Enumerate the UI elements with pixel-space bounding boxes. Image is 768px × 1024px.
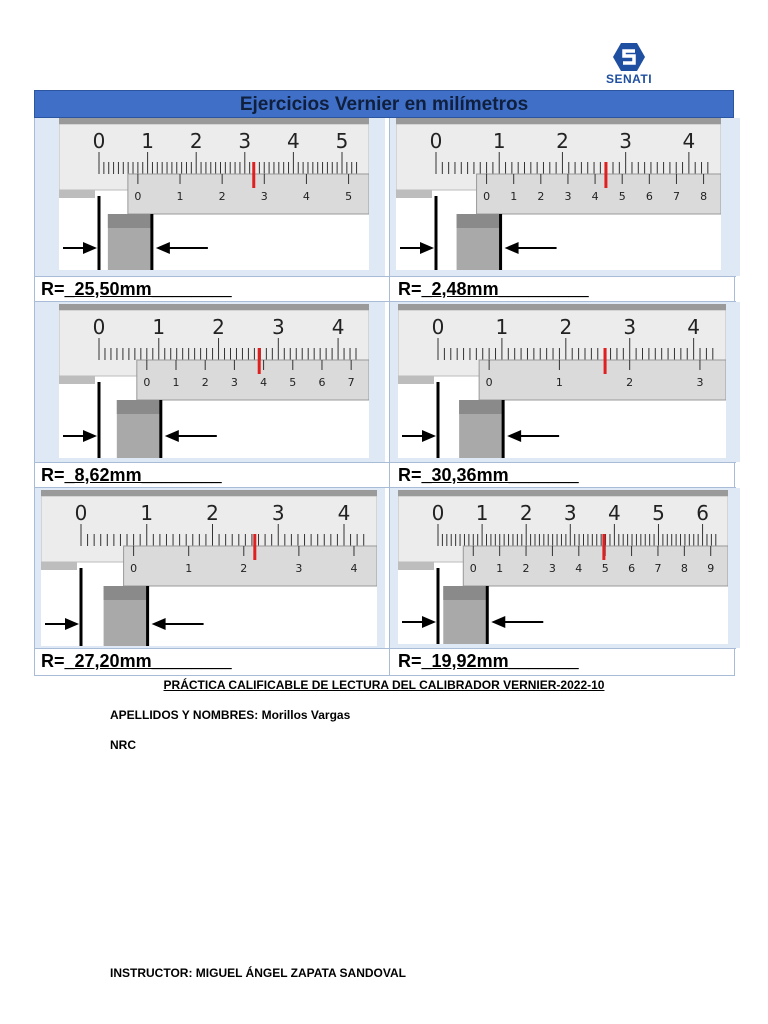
left-arrow-head — [420, 242, 434, 254]
right-arrow-head — [152, 618, 166, 630]
main-scale-label: 4 — [337, 501, 351, 525]
main-scale-label: 0 — [92, 315, 106, 339]
vernier-caliper-image — [41, 490, 377, 646]
vernier-scale-label: 9 — [707, 562, 715, 575]
vernier-caliper-image — [59, 118, 369, 270]
fixed-jaw — [398, 562, 434, 570]
answer-4: R=_30,36mm_______ — [398, 465, 579, 485]
nrc-label: NRC — [110, 738, 136, 752]
left-arrow-head — [422, 616, 436, 628]
vernier-scale-label: 4 — [350, 562, 358, 575]
main-scale-label: 2 — [189, 129, 203, 153]
main-scale-label: 4 — [682, 129, 696, 153]
beam-top-edge — [398, 490, 728, 496]
vernier-scale-label: 4 — [575, 562, 583, 575]
vernier-drawing — [398, 304, 726, 458]
vernier-scale-label: 0 — [130, 562, 138, 575]
vernier-scale-label: 1 — [496, 562, 504, 575]
vernier-scale-label: 7 — [654, 562, 662, 575]
vernier-drawing — [396, 118, 721, 270]
answer-1: R=_25,50mm________ — [41, 279, 232, 299]
left-arrow-head — [422, 430, 436, 442]
beam-top-edge — [396, 118, 721, 124]
vernier-scale-label: 4 — [302, 190, 310, 203]
moving-jaw-shade — [457, 214, 501, 228]
left-arrow-head — [65, 618, 79, 630]
vernier-scale-label: 3 — [564, 190, 572, 203]
exercise-2-cell — [390, 118, 740, 276]
exercise-1-cell — [35, 118, 385, 276]
main-scale-label: 4 — [608, 501, 621, 525]
vernier-scale-label: 1 — [172, 376, 180, 389]
main-scale-label: 3 — [271, 501, 285, 525]
senati-logo — [600, 42, 658, 92]
practice-title: PRÁCTICA CALIFICABLE DE LECTURA DEL CALIBRADOR VERNIER-2022-10 — [163, 678, 605, 692]
main-scale-label: 2 — [519, 501, 533, 525]
answer-row-3 — [35, 648, 736, 674]
answer-row-2 — [35, 462, 736, 488]
vernier-scale-label: 2 — [218, 190, 226, 203]
student-name-line: APELLIDOS Y NOMBRES: Morillos Vargas — [110, 708, 351, 722]
main-scale-label: 1 — [492, 129, 506, 153]
vernier-scale-label: 1 — [555, 376, 563, 389]
right-arrow-head — [165, 430, 179, 442]
main-scale-label: 3 — [619, 129, 633, 153]
main-scale-label: 2 — [559, 315, 573, 339]
vernier-scale-label: 3 — [548, 562, 556, 575]
main-scale-label: 2 — [206, 501, 219, 525]
main-scale-label: 3 — [623, 315, 637, 339]
right-arrow-head — [505, 242, 519, 254]
vernier-scale-label: 0 — [134, 190, 142, 203]
main-scale-label: 0 — [429, 129, 443, 153]
answer-2: R=_2,48mm_________ — [398, 279, 589, 299]
vernier-scale-label: 2 — [537, 190, 545, 203]
title-bar — [34, 90, 734, 118]
main-scale-label: 4 — [287, 129, 300, 153]
vernier-scale-label: 2 — [626, 376, 634, 389]
vernier-scale-label: 0 — [469, 562, 477, 575]
moving-jaw-shade — [443, 586, 487, 600]
exercise-grid — [34, 118, 735, 676]
main-scale-label: 2 — [556, 129, 569, 153]
exercise-3-cell — [35, 302, 385, 462]
vernier-plate — [124, 546, 377, 586]
main-scale-label: 3 — [238, 129, 252, 153]
moving-jaw-shade — [108, 214, 152, 228]
main-scale-label: 1 — [475, 501, 489, 525]
right-arrow-head — [491, 616, 505, 628]
vernier-drawing — [398, 490, 728, 644]
main-scale-label: 0 — [431, 501, 445, 525]
fixed-jaw — [59, 190, 95, 198]
answer-row-1 — [35, 276, 736, 302]
main-scale-label: 6 — [696, 501, 709, 525]
main-scale-label: 1 — [141, 129, 154, 153]
vernier-scale-label: 2 — [240, 562, 248, 575]
vernier-scale-label: 3 — [260, 190, 268, 203]
left-arrow-head — [83, 430, 97, 442]
vernier-scale-label: 7 — [347, 376, 355, 389]
vernier-scale-label: 1 — [176, 190, 184, 203]
main-scale-label: 1 — [495, 315, 509, 339]
vernier-scale-label: 3 — [696, 376, 704, 389]
moving-jaw-shade — [104, 586, 148, 600]
main-scale-label: 1 — [140, 501, 154, 525]
left-arrow-head — [83, 242, 97, 254]
vernier-caliper-image — [398, 304, 726, 458]
vernier-plate — [479, 360, 726, 400]
vernier-caliper-image — [398, 490, 728, 644]
beam-top-edge — [59, 304, 369, 310]
vernier-caliper-image — [396, 118, 721, 270]
exercise-5-cell — [35, 488, 385, 648]
beam-top-edge — [59, 118, 369, 124]
vernier-caliper-image — [59, 304, 369, 458]
answer-3: R=_8,62mm________ — [41, 465, 222, 485]
page-title: Ejercicios Vernier en milímetros — [239, 94, 529, 115]
vernier-plate — [128, 174, 369, 214]
vernier-scale-label: 5 — [289, 376, 297, 389]
main-scale-label: 4 — [331, 315, 345, 339]
right-arrow-head — [156, 242, 170, 254]
vernier-scale-label: 5 — [618, 190, 626, 203]
vernier-scale-label: 7 — [672, 190, 680, 203]
moving-jaw-shade — [459, 400, 503, 414]
vernier-scale-label: 0 — [483, 190, 491, 203]
vernier-scale-label: 6 — [645, 190, 653, 203]
senati-logo-text: SENATI — [605, 72, 653, 86]
exercise-4-cell — [390, 302, 740, 462]
vernier-scale-label: 3 — [295, 562, 303, 575]
main-scale-label: 5 — [652, 501, 665, 525]
fixed-jaw — [41, 562, 77, 570]
vernier-scale-label: 1 — [185, 562, 193, 575]
vernier-drawing — [59, 304, 369, 458]
beam-top-edge — [398, 304, 726, 310]
vernier-scale-label: 6 — [318, 376, 326, 389]
vernier-drawing — [41, 490, 377, 646]
vernier-scale-label: 3 — [230, 376, 238, 389]
vernier-scale-label: 6 — [628, 562, 636, 575]
beam-top-edge — [41, 490, 377, 496]
main-scale-label: 5 — [335, 129, 349, 153]
main-scale-label: 0 — [431, 315, 445, 339]
vernier-scale-label: 0 — [143, 376, 151, 389]
fixed-jaw — [398, 376, 434, 384]
moving-jaw-shade — [117, 400, 161, 414]
senati-emblem-icon — [612, 42, 646, 72]
vernier-scale-label: 2 — [201, 376, 209, 389]
main-scale-label: 0 — [92, 129, 106, 153]
instructor-line: INSTRUCTOR: MIGUEL ÁNGEL ZAPATA SANDOVAL — [110, 966, 406, 980]
vernier-scale-label: 8 — [700, 190, 708, 203]
main-scale-label: 2 — [212, 315, 225, 339]
answer-5: R=_27,20mm________ — [41, 651, 232, 671]
vernier-scale-label: 4 — [260, 376, 268, 389]
right-arrow-head — [507, 430, 521, 442]
vernier-scale-label: 5 — [601, 562, 609, 575]
vernier-scale-label: 2 — [522, 562, 530, 575]
main-scale-label: 4 — [687, 315, 700, 339]
vernier-scale-label: 8 — [680, 562, 688, 575]
main-scale-label: 0 — [74, 501, 88, 525]
vernier-scale-label: 1 — [510, 190, 518, 203]
exercise-6-cell — [390, 488, 740, 648]
main-scale-label: 3 — [271, 315, 285, 339]
vernier-scale-label: 5 — [345, 190, 353, 203]
answer-6: R=_19,92mm_______ — [398, 651, 579, 671]
main-scale-label: 3 — [563, 501, 577, 525]
main-scale-label: 1 — [152, 315, 166, 339]
fixed-jaw — [396, 190, 432, 198]
vernier-scale-label: 4 — [591, 190, 599, 203]
fixed-jaw — [59, 376, 95, 384]
vernier-drawing — [59, 118, 369, 270]
vernier-scale-label: 0 — [485, 376, 493, 389]
